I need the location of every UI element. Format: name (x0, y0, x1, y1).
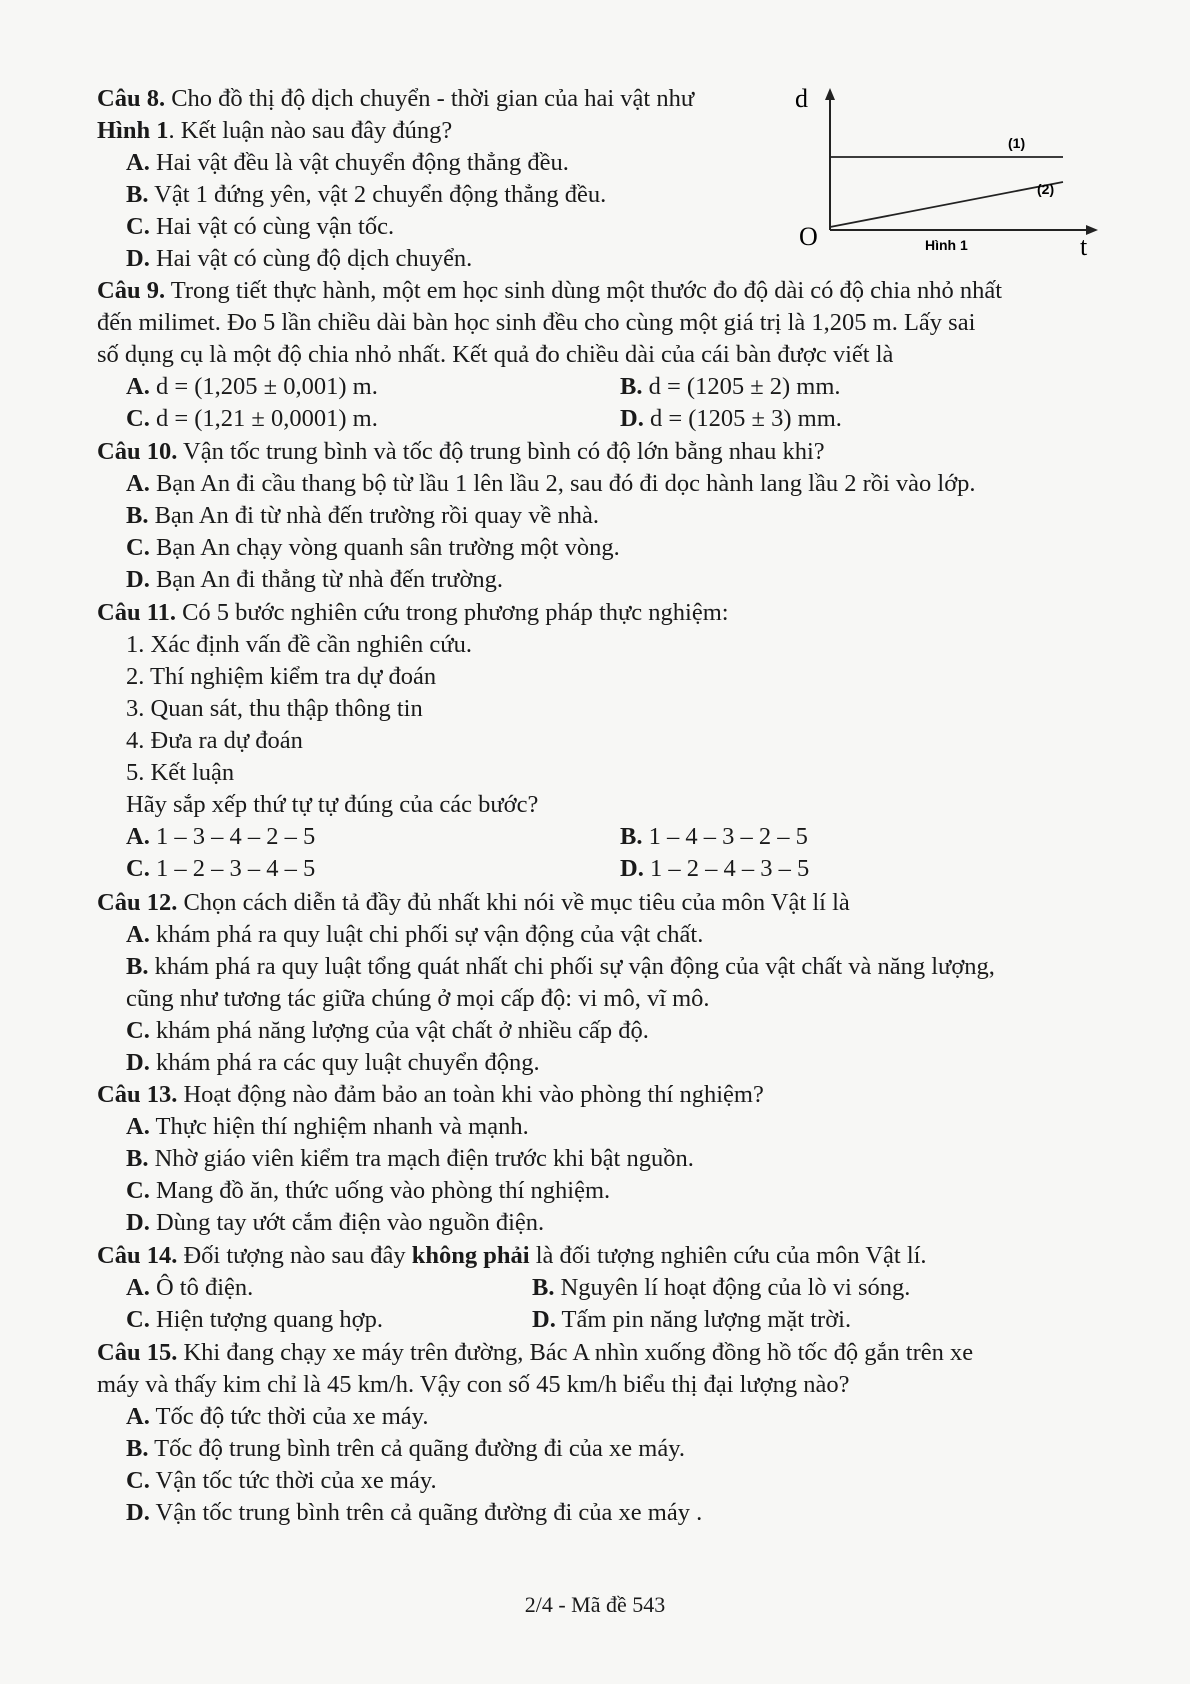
question-12-option-d (126, 1047, 540, 1079)
figure-hinh-1 (785, 85, 1105, 260)
question-12-option-b-cont (126, 983, 710, 1015)
option-text: 1 – 2 – 4 – 3 – 5 (643, 855, 810, 882)
step-text: 4. Đưa ra dự đoán (126, 727, 303, 754)
x-axis-arrow (1086, 225, 1098, 235)
option-text: Bạn An chạy vòng quanh sân trường một vòng. (149, 534, 620, 561)
question-11-step-4 (126, 725, 303, 757)
option-text: khám phá ra các quy luật chuyển động. (149, 1049, 540, 1076)
y-axis-arrow (825, 88, 835, 100)
question-8-option-d (126, 243, 472, 275)
question-9-option-a (126, 371, 378, 403)
question-11-step-5 (126, 757, 234, 789)
question-label: Câu 10. (97, 438, 178, 465)
option-letter: C. (126, 855, 150, 882)
question-10-option-d (126, 564, 503, 596)
option-letter: B. (620, 823, 643, 850)
question-label: Câu 9. (97, 277, 166, 304)
question-9-option-d (620, 403, 842, 435)
option-text: 1 – 3 – 4 – 2 – 5 (149, 823, 316, 850)
option-letter: C. (126, 1306, 150, 1333)
question-8-option-c (126, 211, 394, 243)
question-label: Câu 13. (97, 1081, 178, 1108)
question-15-option-c (126, 1465, 437, 1497)
line-2 (830, 182, 1063, 227)
question-12-line-1 (97, 887, 850, 919)
option-text: Vật 1 đứng yên, vật 2 chuyển động thẳng đều. (148, 181, 607, 208)
option-text: cũng như tương tác giữa chúng ở mọi cấp độ: vi mô, vĩ mô. (126, 985, 710, 1012)
question-text: Hoạt động nào đảm bảo an toàn khi vào phòng thí nghiệm? (177, 1081, 764, 1108)
question-text: Trong tiết thực hành, một em học sinh dùng một thước đo độ dài có độ chia nhỏ nhất (165, 277, 1003, 304)
question-11-step-3 (126, 693, 423, 725)
question-15-option-a (126, 1401, 428, 1433)
question-13-line-1 (97, 1079, 764, 1111)
option-text: d = (1205 ± 2) mm. (642, 373, 841, 400)
option-letter: A. (126, 1274, 150, 1301)
question-11-option-c (126, 853, 315, 885)
question-9-line-3 (97, 339, 893, 371)
option-text: khám phá ra quy luật tổng quát nhất chi phối sự vận động của vật chất và năng lượng, (148, 953, 995, 980)
question-emphasis: không phải (411, 1242, 530, 1269)
option-text: d = (1,205 ± 0,001) m. (149, 373, 378, 400)
question-text: . Kết luận nào sau đây đúng? (168, 117, 453, 144)
question-text: Chọn cách diễn tả đầy đủ nhất khi nói về mục tiêu của môn Vật lí là (177, 889, 850, 916)
question-11-option-d (620, 853, 809, 885)
question-text: Đối tượng nào sau đây (177, 1242, 412, 1269)
option-text: d = (1,21 ± 0,0001) m. (149, 405, 378, 432)
option-letter: A. (126, 823, 150, 850)
option-text: d = (1205 ± 3) mm. (643, 405, 842, 432)
question-13-option-a (126, 1111, 529, 1143)
option-letter: A. (126, 1113, 150, 1140)
option-letter: B. (126, 1145, 149, 1172)
option-text: Nhờ giáo viên kiểm tra mạch điện trước khi bật nguồn. (148, 1145, 694, 1172)
option-text: Bạn An đi cầu thang bộ từ lầu 1 lên lầu 2, sau đó đi dọc hành lang lầu 2 rồi vào lớp. (149, 470, 976, 497)
option-text: Tấm pin năng lượng mặt trời. (555, 1306, 852, 1333)
option-letter: B. (532, 1274, 555, 1301)
option-text: 1 – 2 – 3 – 4 – 5 (149, 855, 316, 882)
question-11-step-2 (126, 661, 436, 693)
option-text: Tốc độ tức thời của xe máy. (149, 1403, 429, 1430)
question-13-option-d (126, 1207, 544, 1239)
x-axis-label: t (1080, 232, 1088, 260)
option-letter: C. (126, 1177, 150, 1204)
option-text: 1 – 4 – 3 – 2 – 5 (642, 823, 808, 850)
option-text: Hai vật có cùng vận tốc. (149, 213, 395, 240)
option-text: Thực hiện thí nghiệm nhanh và mạnh. (149, 1113, 529, 1140)
figure-caption: Hình 1 (925, 237, 968, 253)
option-text: Nguyên lí hoạt động của lò vi sóng. (554, 1274, 911, 1301)
question-text: Khi đang chạy xe máy trên đường, Bác A nhìn xuống đồng hồ tốc độ gắn trên xe (177, 1339, 974, 1366)
question-15-line-2 (97, 1369, 850, 1401)
question-9-option-c (126, 403, 378, 435)
option-text: Dùng tay ướt cắm điện vào nguồn điện. (149, 1209, 545, 1236)
y-axis-label: d (795, 85, 808, 113)
option-letter: D. (126, 566, 150, 593)
question-text: số dụng cụ là một độ chia nhỏ nhất. Kết quả đo chiều dài của cái bàn được viết là (97, 341, 894, 368)
option-text: Ô tô điện. (149, 1274, 254, 1301)
question-13-option-c (126, 1175, 610, 1207)
question-10-line-1 (97, 436, 825, 468)
question-label: Câu 14. (97, 1242, 178, 1269)
option-letter: B. (126, 1435, 149, 1462)
question-11-option-b (620, 821, 808, 853)
option-text: Vận tốc tức thời của xe máy. (149, 1467, 437, 1494)
option-letter: D. (126, 245, 150, 272)
question-label: Câu 15. (97, 1339, 178, 1366)
question-11-step-1 (126, 629, 472, 661)
question-11-prompt (126, 789, 538, 821)
question-11-line-1 (97, 597, 729, 629)
question-9-line-2 (97, 307, 975, 339)
line-1-label: (1) (1008, 135, 1026, 151)
option-letter: A. (126, 470, 150, 497)
question-12-option-b (126, 951, 995, 983)
option-text: Tốc độ trung bình trên cả quãng đường đi của xe máy. (148, 1435, 685, 1462)
option-letter: B. (126, 502, 149, 529)
option-text: Vận tốc trung bình trên cả quãng đường đi của xe máy . (149, 1499, 703, 1526)
option-text: Hai vật có cùng độ dịch chuyển. (149, 245, 473, 272)
question-text: đến milimet. Đo 5 lần chiều dài bàn học sinh đều cho cùng một giá trị là 1,205 m. Lấy sai (97, 309, 976, 336)
question-10-option-b (126, 500, 599, 532)
question-10-option-a (126, 468, 976, 500)
question-label: Câu 8. (97, 85, 166, 112)
origin-label: O (799, 222, 818, 251)
question-9-line-1 (97, 275, 1002, 307)
question-14-option-c (126, 1304, 383, 1336)
question-15-option-b (126, 1433, 685, 1465)
line-2-label: (2) (1037, 181, 1055, 197)
option-text: Hiện tượng quang hợp. (149, 1306, 383, 1333)
step-text: 5. Kết luận (126, 759, 235, 786)
question-text: là đối tượng nghiên cứu của môn Vật lí. (529, 1242, 927, 1269)
question-8-option-a (126, 147, 569, 179)
step-text: 1. Xác định vấn đề cần nghiên cứu. (126, 631, 472, 658)
option-letter: A. (126, 1403, 150, 1430)
option-letter: D. (620, 405, 644, 432)
question-14-option-d (532, 1304, 851, 1336)
prompt-text: Hãy sắp xếp thứ tự tự đúng của các bước? (126, 791, 539, 818)
question-text: Vận tốc trung bình và tốc độ trung bình có độ lớn bằng nhau khi? (177, 438, 825, 465)
option-text: Bạn An đi từ nhà đến trường rồi quay về nhà. (148, 502, 599, 529)
option-letter: C. (126, 213, 150, 240)
question-8-line-2 (97, 115, 452, 147)
option-text: khám phá ra quy luật chi phối sự vận động của vật chất. (149, 921, 704, 948)
option-letter: B. (126, 953, 149, 980)
option-text: Bạn An đi thẳng từ nhà đến trường. (149, 566, 504, 593)
option-letter: C. (126, 534, 150, 561)
step-text: 3. Quan sát, thu thập thông tin (126, 695, 423, 722)
option-letter: A. (126, 921, 150, 948)
question-15-line-1 (97, 1337, 973, 1369)
option-letter: C. (126, 1017, 150, 1044)
option-letter: A. (126, 149, 150, 176)
figure-reference: Hình 1 (97, 117, 169, 144)
option-text: Mang đồ ăn, thức uống vào phòng thí nghiệm. (149, 1177, 611, 1204)
question-10-option-c (126, 532, 620, 564)
question-text: máy và thấy kim chỉ là 45 km/h. Vậy con số 45 km/h biểu thị đại lượng nào? (97, 1371, 850, 1398)
option-letter: C. (126, 405, 150, 432)
option-text: Hai vật đều là vật chuyển động thẳng đều. (149, 149, 569, 176)
option-letter: B. (620, 373, 643, 400)
question-12-option-c (126, 1015, 649, 1047)
option-letter: D. (126, 1499, 150, 1526)
question-8-option-b (126, 179, 606, 211)
option-letter: D. (532, 1306, 556, 1333)
option-letter: D. (620, 855, 644, 882)
question-text: Cho đồ thị độ dịch chuyển - thời gian của hai vật như (165, 85, 695, 112)
option-letter: D. (126, 1049, 150, 1076)
option-letter: A. (126, 373, 150, 400)
question-9-option-b (620, 371, 841, 403)
option-letter: C. (126, 1467, 150, 1494)
question-label: Câu 12. (97, 889, 178, 916)
step-text: 2. Thí nghiệm kiểm tra dự đoán (126, 663, 437, 690)
question-14-option-a (126, 1272, 253, 1304)
question-15-option-d (126, 1497, 702, 1529)
question-11-option-a (126, 821, 315, 853)
question-14-line-1 (97, 1240, 927, 1272)
question-text: Có 5 bước nghiên cứu trong phương pháp thực nghiệm: (175, 599, 729, 626)
question-12-option-a (126, 919, 703, 951)
option-letter: B. (126, 181, 149, 208)
question-14-option-b (532, 1272, 910, 1304)
displacement-time-graph (785, 85, 1105, 260)
question-13-option-b (126, 1143, 694, 1175)
option-letter: D. (126, 1209, 150, 1236)
page-footer: 2/4 - Mã đề 543 (524, 1592, 666, 1617)
option-text: khám phá năng lượng của vật chất ở nhiều cấp độ. (149, 1017, 649, 1044)
question-label: Câu 11. (97, 599, 176, 626)
question-8-line-1 (97, 83, 694, 115)
